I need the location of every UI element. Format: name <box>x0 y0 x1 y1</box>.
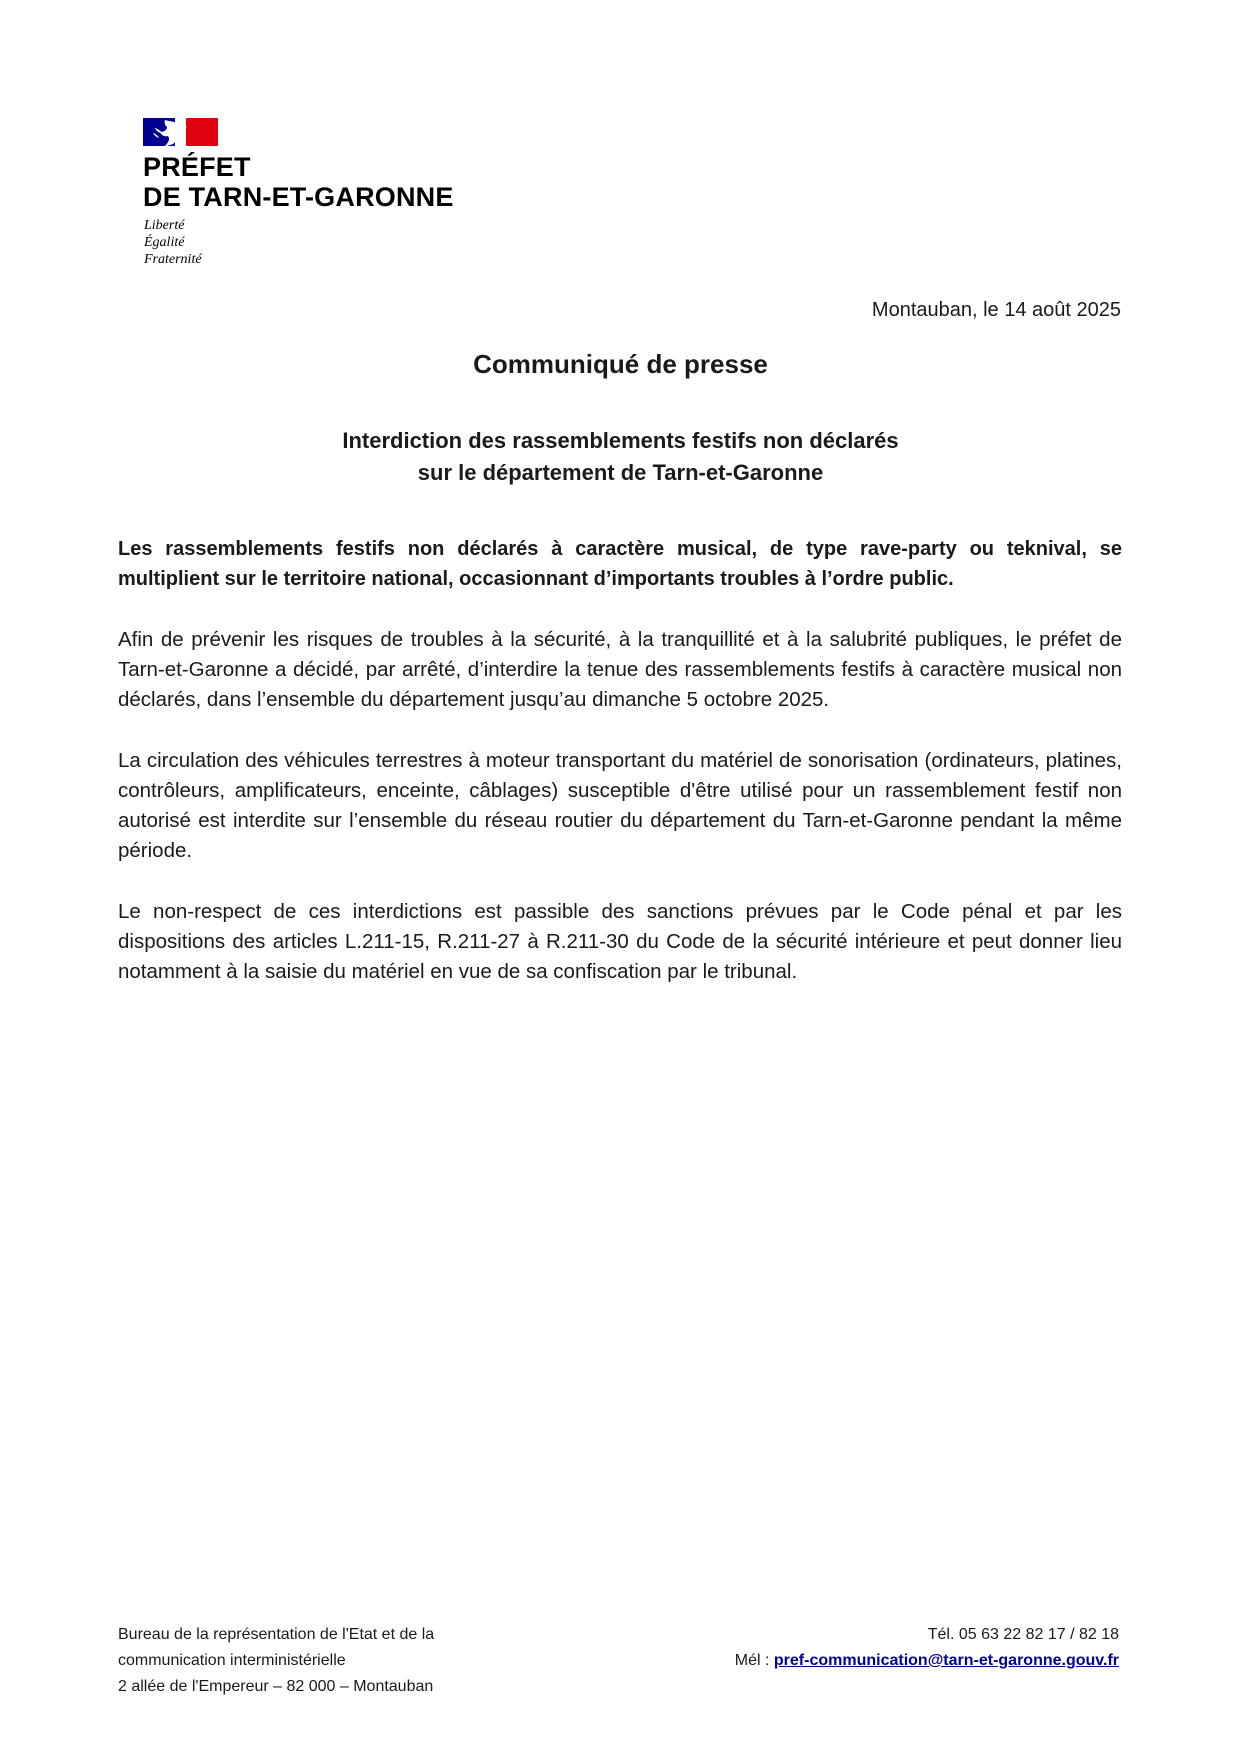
footer-email-line <box>735 1648 1119 1674</box>
body-text <box>118 534 1122 1018</box>
motto-liberte: Liberté <box>144 218 185 233</box>
footer-office-address <box>118 1622 434 1700</box>
document-subject <box>0 425 1241 489</box>
body-paragraph: La circulation des véhicules terrestres à moteur transportant du matériel de sonorisation (ordinateurs, platines, contrôleurs, amplificateurs, enceinte, câblages) susceptible d'être utilisé pour un rassemblement festif non autorisé est interdite sur l’ensemble du réseau routier du département du Tarn-et-Garonne pendant la même période. <box>118 749 1122 862</box>
subject-line-1: Interdiction des rassemblements festifs non déclarés <box>342 428 899 453</box>
footer-office-line: communication interministérielle <box>118 1652 346 1669</box>
document-title: Communiqué de presse <box>473 349 768 379</box>
republic-motto <box>144 217 202 268</box>
body-paragraph: Le non-respect de ces interdictions est passible des sanctions prévues par le Code pénal et par les dispositions des articles L.211-15, R.211-27 à R.211-30 du Code de la sécurité intérieure et peut donner lieu notamment à la saisie du matériel en vue de sa confiscation par le tribunal. <box>118 900 1122 983</box>
motto-egalite: Égalité <box>144 235 185 250</box>
motto-fraternite: Fraternité <box>144 252 202 267</box>
footer-office-line: Bureau de la représentation de l'Etat et de la <box>118 1626 435 1643</box>
footer-address-line: 2 allée de l'Empereur – 82 000 – Montauban <box>118 1678 434 1695</box>
institution-line-2: DE TARN-ET-GARONNE <box>143 182 454 212</box>
lead-paragraph: Les rassemblements festifs non déclarés à caractère musical, de type rave-party ou teknival, se multiplient sur le territoire national, occasionnant d’importants troubles à l’ordre public. <box>118 538 1122 590</box>
institution-name <box>143 152 454 212</box>
footer-email-link[interactable]: pref-communication@tarn-et-garonne.gouv.fr <box>773 1652 1119 1669</box>
subject-line-2: sur le département de Tarn-et-Garonne <box>417 460 824 485</box>
footer-contact <box>735 1622 1119 1674</box>
date-line: Montauban, le 14 août 2025 <box>871 299 1121 321</box>
body-paragraph: Afin de prévenir les risques de troubles à la sécurité, à la tranquillité et à la salubrité publiques, le préfet de Tarn-et-Garonne a décidé, par arrêté, d’interdire la tenue des rassemblements festifs à caractère musical non déclarés, dans l’ensemble du département jusqu’au dimanche 5 octobre 2025. <box>118 628 1122 711</box>
institution-line-1: PRÉFET <box>143 152 251 182</box>
footer-email-label: Mél : <box>734 1652 774 1669</box>
footer-phone: Tél. 05 63 22 82 17 / 82 18 <box>927 1626 1119 1643</box>
marianne-logo-icon <box>143 118 218 146</box>
